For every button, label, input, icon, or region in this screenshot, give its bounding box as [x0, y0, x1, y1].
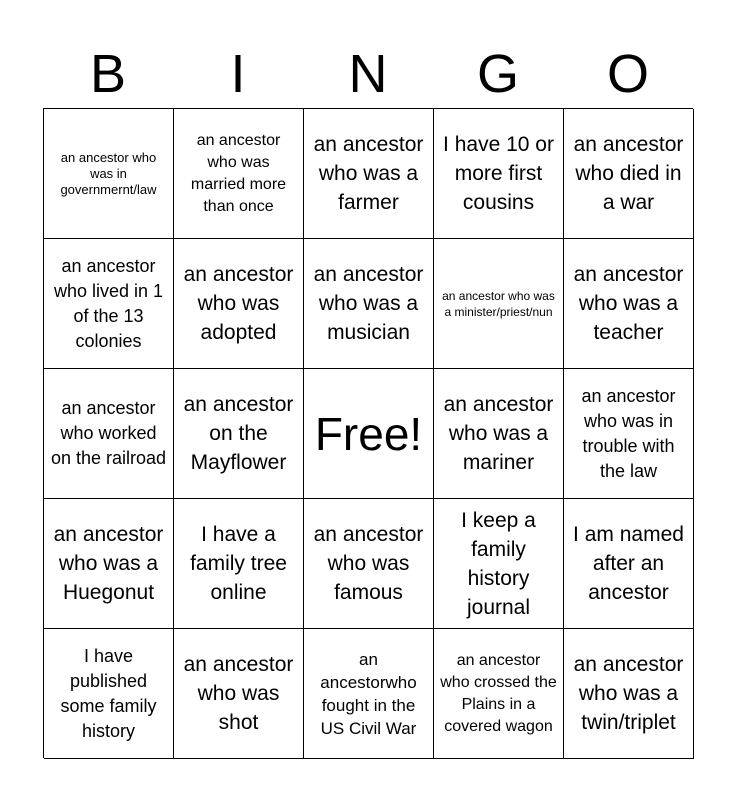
bingo-cell-r2c3[interactable] [304, 239, 434, 369]
bingo-cell-r3c5[interactable] [564, 369, 694, 499]
bingo-cell-r1c1[interactable] [44, 109, 174, 239]
header-letter-n: N [348, 44, 388, 104]
bingo-cell-r1c3[interactable] [304, 109, 434, 239]
cell-text: an ancestor who was a teacher [573, 263, 684, 344]
cell-text: an ancestor who was a musician [313, 263, 424, 344]
cell-text: I am named after an ancestor [573, 523, 684, 604]
bingo-cell-r5c5[interactable] [564, 629, 694, 759]
cell-text: an ancestor who was a farmer [313, 133, 424, 214]
header-letter-g: G [476, 44, 519, 104]
cell-text: I have published some family history [60, 645, 157, 741]
bingo-cell-r3c1[interactable] [44, 369, 174, 499]
bingo-board [43, 108, 693, 758]
bingo-cell-free[interactable] [304, 369, 434, 499]
bingo-cell-r4c1[interactable] [44, 499, 174, 629]
header-letter-i: I [230, 44, 246, 104]
cell-text: an ancestor who worked on the railroad [50, 398, 167, 468]
bingo-cell-r1c4[interactable] [434, 109, 564, 239]
bingo-cell-r5c2[interactable] [174, 629, 304, 759]
cell-text: an ancestorwho fought in the US Civil War [320, 649, 417, 738]
bingo-cell-r4c3[interactable] [304, 499, 434, 629]
bingo-cell-r3c4[interactable] [434, 369, 564, 499]
cell-text: an ancestor who was a mariner [443, 393, 554, 474]
bingo-cell-r5c3[interactable] [304, 629, 434, 759]
bingo-cell-r1c2[interactable] [174, 109, 304, 239]
bingo-cell-r2c4[interactable] [434, 239, 564, 369]
bingo-cell-r5c4[interactable] [434, 629, 564, 759]
cell-text: an ancestor who was married more than once [190, 131, 287, 215]
cell-text: an ancestor who was shot [183, 653, 294, 734]
bingo-cell-r4c2[interactable] [174, 499, 304, 629]
cell-text: I have 10 or more first cousins [443, 133, 554, 214]
cell-text: an ancestor who was a twin/triplet [573, 653, 684, 734]
bingo-header [43, 40, 693, 108]
cell-text: an ancestor who was a minister/priest/nun [442, 288, 555, 319]
free-space-text: Free! [314, 407, 423, 460]
header-letter-b: B [89, 44, 127, 104]
cell-text: an ancestor who was in trouble with the law [581, 385, 676, 481]
bingo-cell-r2c2[interactable] [174, 239, 304, 369]
cell-text: an ancestor on the Mayflower [183, 393, 294, 474]
cell-text: an ancestor who lived in 1 of the 13 colonies [53, 255, 164, 351]
cell-text: an ancestor who was a Huegonut [53, 523, 164, 604]
cell-text: an ancestor who was famous [313, 523, 424, 604]
cell-text: I have a family tree online [190, 523, 287, 604]
cell-text: an ancestor who was in governmernt/law [60, 149, 157, 197]
bingo-cell-r2c5[interactable] [564, 239, 694, 369]
bingo-cell-r3c2[interactable] [174, 369, 304, 499]
cell-text: an ancestor who crossed the Plains in a covered wagon [440, 651, 557, 735]
bingo-cell-r2c1[interactable] [44, 239, 174, 369]
cell-text: an ancestor who died in a war [573, 133, 684, 214]
bingo-cell-r5c1[interactable] [44, 629, 174, 759]
cell-text: an ancestor who was adopted [183, 263, 294, 344]
cell-text: I keep a family history journal [461, 508, 536, 619]
bingo-cell-r4c4[interactable] [434, 499, 564, 629]
bingo-cell-r4c5[interactable] [564, 499, 694, 629]
bingo-cell-r1c5[interactable] [564, 109, 694, 239]
header-letter-o: O [606, 44, 649, 104]
